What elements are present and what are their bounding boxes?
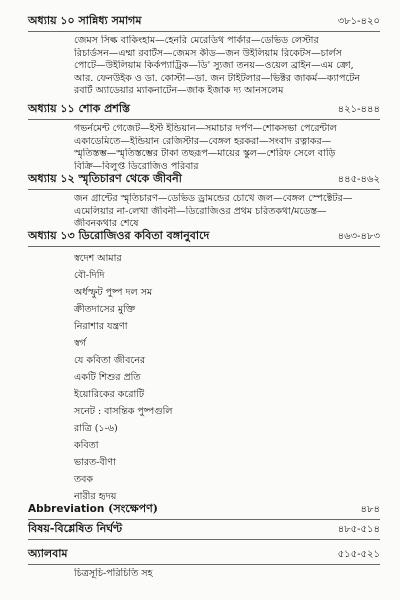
description-line: আর. ফেনউইক ও ডা. কোস্টা—ডা. জন টাইটলার—ভিক্টর জাকর্ম—ক্যাপটেন: [74, 72, 361, 84]
index-rule: [28, 539, 380, 540]
chapter-11-rule: [28, 119, 380, 120]
abbreviation-title: Abbreviation: [28, 503, 105, 515]
album-rule: [28, 564, 380, 565]
chapter-12-title: অধ্যায় ১২ স্মৃতিচারণ থেকে জীবনী: [28, 172, 182, 185]
list-item: বৌ-দিদি: [74, 270, 105, 281]
album-description: [74, 568, 380, 581]
list-item: স্বদেশ আমার: [74, 253, 122, 264]
abbreviation-entry: [28, 502, 380, 520]
list-item: অর্ধস্ফুট পুষ্প দল সম: [74, 287, 153, 298]
description-line: স্মৃতিস্তম্ভ—স্মৃতিস্তম্ভের টাকা তছরূপ—মায়ের স্কুল—শেরিফ সেলে বাড়ি: [74, 148, 336, 159]
description-line: চিত্রসূচি-পরিচিতি সহ: [74, 568, 153, 579]
list-item: যে কবিতা জীবনের: [74, 355, 146, 366]
album-title: অ্যালবাম: [28, 547, 68, 560]
description-line: এমেলিয়ার না-লেখা জীবনী—ডিরোজিওর প্রথম চরিতকথা/মডেস্ত—: [74, 205, 327, 217]
list-item: ভারত-বীণা: [74, 457, 116, 468]
album-pages: ৫১৫-৫২১: [337, 549, 380, 560]
list-item: রাত্রি (১-৬): [74, 423, 118, 434]
chapter-13-entry: [28, 229, 380, 505]
chapter-10-rule: [28, 31, 380, 32]
index-title: বিষয়-বিশ্লেষিত নির্ঘণ্ট: [28, 522, 123, 535]
abbreviation-rule: [28, 519, 380, 520]
abbreviation-heading: [28, 502, 380, 516]
description-line: গভর্নমেন্ট গেজেট—ইস্ট ইন্ডিয়ান—সমাচার দর্পণ—শোকসভা পেরেন্টাল: [74, 123, 337, 134]
chapter-11-entry: [28, 102, 380, 173]
index-entry: [28, 522, 380, 540]
description-line: পোটে—উইলিয়াম কির্কপ্যাট্রিক—ডি' স্যুজা তনয়—ওয়েল ব্রাইন—এম ক্রো,: [74, 60, 354, 71]
chapter-11-heading: [28, 102, 380, 116]
description-line: জন গ্রান্টের স্মৃতিচারণ—ডেভিড ড্রামন্ডের চোখে জল—বেঙ্গল স্পেক্টেটর—: [74, 193, 353, 204]
chapter-12-rule: [28, 189, 380, 190]
description-line: রিচার্ডসন—এম্মা রবার্টস—জেমস কীড—জন উইলিয়াম রিকেটস—চার্লস: [74, 47, 342, 59]
chapter-10-title: অধ্যায় ১০ সান্নিধ্য সমাগম: [28, 14, 142, 27]
index-heading: [28, 522, 380, 536]
abbreviation-subtitle: (সংক্ষেপণ): [108, 502, 159, 515]
album-heading: [28, 547, 380, 561]
index-pages: ৪৮৫-৫১৪: [337, 524, 380, 535]
list-item: ক্রীতদাসের মুক্তি: [74, 304, 136, 315]
description-line: জীবনকথার শেষে: [74, 218, 139, 229]
list-item: ইয়োরিকের করোটি: [74, 389, 145, 400]
chapter-13-rule: [28, 246, 380, 247]
description-line: রবার্ট অ্যাডেয়ার ম্যাকনাটেন—জাক ইজাক দ্য আনসলেম: [74, 85, 284, 96]
list-item: কবিতা: [74, 440, 99, 451]
chapter-13-title: অধ্যায় ১৩ ডিরোজিওর কবিতা বঙ্গানুবাদে: [28, 229, 210, 242]
chapter-10-pages: ৩৮১-৪২০: [337, 16, 380, 27]
chapter-12-heading: [28, 172, 380, 186]
chapter-10-description: [74, 35, 380, 98]
chapter-12-entry: [28, 172, 380, 231]
description-line: বিক্রি—বিলুপ্ত ডিরোজিও পরিবার: [74, 160, 199, 172]
list-item: একটি শিশুর প্রতি: [74, 372, 141, 383]
abbreviation-pages: ৪৮৪: [360, 504, 380, 515]
chapter-10-entry: [28, 14, 380, 98]
chapter-12-pages: ৪৪৫-৪৬২: [337, 174, 380, 185]
chapter-11-title: অধ্যায় ১১ শোক প্রশস্তি: [28, 102, 130, 115]
chapter-12-description: [74, 193, 380, 231]
chapter-13-heading: [28, 229, 380, 243]
list-item: নিরাশার যন্ত্রণা: [74, 321, 128, 332]
poem-list: [74, 250, 380, 505]
description-line: জেমস সিল্ক বাকিংহাম—হেনরি মেরেডিথ পার্কার—ডেভিড লেস্টার: [74, 35, 319, 46]
list-item: স্বর্গ: [74, 338, 87, 349]
chapter-11-pages: ৪২১-৪৪৪: [337, 104, 380, 115]
chapter-10-heading: [28, 14, 380, 28]
list-item: তবক: [74, 474, 94, 485]
album-entry: [28, 547, 380, 581]
chapter-11-description: [74, 123, 380, 173]
list-item: সনেট : বাসন্তিক পুষ্পগুলি: [74, 406, 173, 417]
list-item: নারীর হৃদয়: [74, 491, 117, 502]
chapter-13-pages: ৪৬৩-৪৮৩: [337, 231, 380, 242]
description-line: একাডেমিতে—ইন্ডিয়ান রেজিস্টার—বেঙ্গল হরকরা—সংবাদ রত্নাকর—: [74, 135, 332, 147]
